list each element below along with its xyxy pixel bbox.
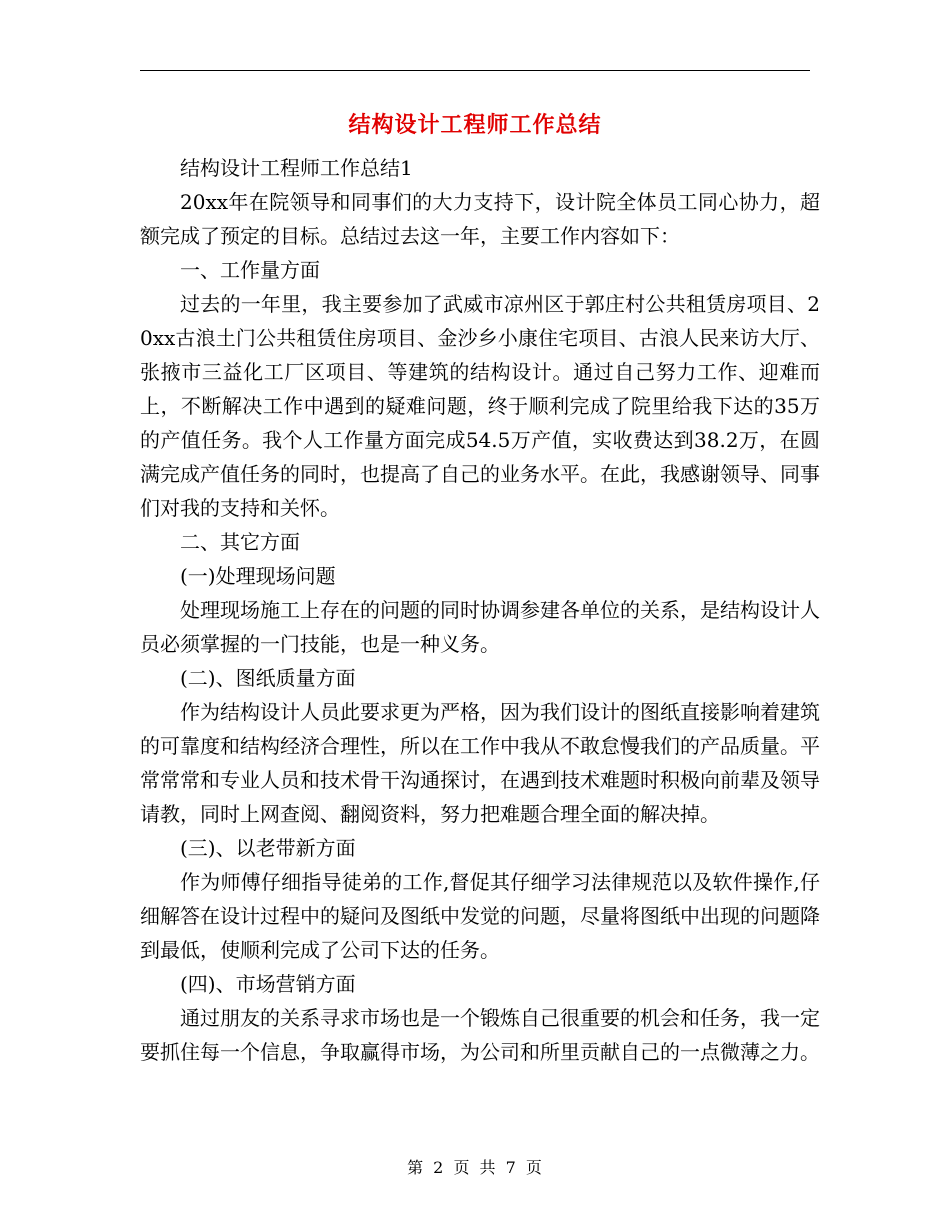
paragraph: 通过朋友的关系寻求市场也是一个锻炼自己很重要的机会和任务，我一定要抓住每一个信息，争取赢得市场，为公司和所里贡献自己的一点微薄之力。 <box>140 1006 820 1064</box>
subsection-heading: (二)、图纸质量方面 <box>180 666 356 690</box>
section-heading: 一、工作量方面 <box>180 258 320 282</box>
page-number-footer: 第 2 页 共 7 页 <box>407 1158 543 1177</box>
document-title: 结构设计工程师工作总结 <box>348 112 602 138</box>
paragraph: 过去的一年里，我主要参加了武威市凉州区于郭庄村公共租赁房项目、20xx古浪土门公共租赁住房项目、金沙乡小康住宅项目、古浪人民来访大厅、张掖市三益化工厂区项目、等建筑的结构设计。通过自己努力工作、迎难而上，不断解决工作中遇到的疑难问题，终于顺利完成了院里给我下达的35万的产值任务。我个人工作量方面完成54.5万产值，实收费达到38.2万，在圆满完成产值任务的同时，也提高了自己的业务水平。在此，我感谢领导、同事们对我的支持和关怀。 <box>140 292 820 520</box>
paragraph: 作为师傅仔细指导徒弟的工作,督促其仔细学习法律规范以及软件操作,仔细解答在设计过程中的疑问及图纸中发觉的问题，尽量将图纸中出现的问题降到最低，使顺利完成了公司下达的任务。 <box>140 870 820 962</box>
paragraph: 处理现场施工上存在的问题的同时协调参建各单位的关系，是结构设计人员必须掌握的一门技能，也是一种义务。 <box>140 598 820 656</box>
subsection-heading: (三)、以老带新方面 <box>180 836 356 860</box>
header-rule <box>140 70 810 71</box>
paragraph: 20xx年在院领导和同事们的大力支持下，设计院全体员工同心协力，超额完成了预定的目标。总结过去这一年，主要工作内容如下： <box>140 190 820 248</box>
paragraph: 作为结构设计人员此要求更为严格，因为我们设计的图纸直接影响着建筑的可靠度和结构经济合理性，所以在工作中我从不敢怠慢我们的产品质量。平常常常和专业人员和技术骨干沟通探讨，在遇到技术难题时积极向前辈及领导请教，同时上网查阅、翻阅资料，努力把难题合理全面的解决掉。 <box>140 700 820 826</box>
paragraph: 结构设计工程师工作总结1 <box>180 156 413 180</box>
document-body <box>140 151 820 1069</box>
subsection-heading: (一)处理现场问题 <box>180 564 336 588</box>
section-heading: 二、其它方面 <box>180 530 300 554</box>
subsection-heading: (四)、市场营销方面 <box>180 972 356 996</box>
